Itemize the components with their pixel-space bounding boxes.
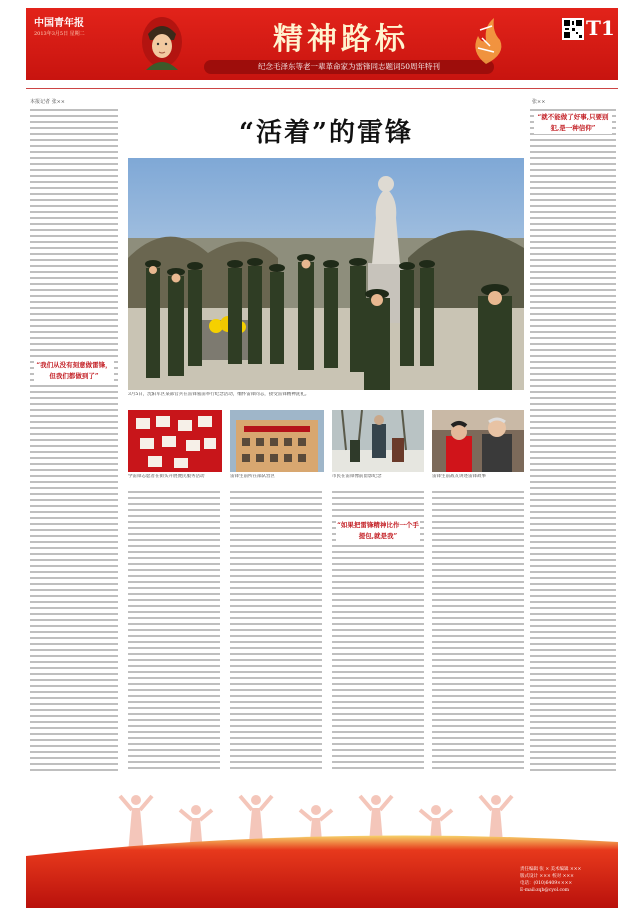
thumb-photo-4 bbox=[432, 410, 524, 472]
text-column-4b bbox=[432, 490, 524, 772]
credit-line: 责任编辑 张 × 美术编辑 ××× bbox=[520, 867, 582, 872]
thumb-caption-4: 雷锋生前战友讲述雷锋故事 bbox=[432, 474, 486, 479]
footer-credits bbox=[520, 866, 612, 894]
thumb-photo-3 bbox=[332, 410, 424, 472]
column-byline: 张×× bbox=[532, 99, 546, 105]
credit-line: 版式设计 ××× 校对 ××× bbox=[520, 874, 574, 879]
article-byline: 本报记者 张×× bbox=[30, 99, 65, 105]
subhead-1: “我们从没有刻意做雷锋，但我们都做到了” bbox=[34, 360, 114, 382]
main-photo-caption: 3月5日，沈阳军区某部官兵在雷锋墓前举行纪念活动，缅怀雷锋同志，接受雷锋精神洗礼。 bbox=[128, 392, 310, 397]
thumb-photo-1 bbox=[128, 410, 222, 472]
thumb-caption-3: 市民在雷锋像前留影纪念 bbox=[332, 474, 382, 479]
page-number: T1 bbox=[586, 16, 615, 40]
text-column-4 bbox=[332, 490, 424, 772]
credit-line: 电话：(010)6409×××× bbox=[520, 881, 573, 886]
thumb-caption-2: 雷锋生前所在部队营区 bbox=[230, 474, 275, 479]
credit-line: E-mail:zqb@cyol.com bbox=[520, 888, 570, 893]
newspaper-page bbox=[26, 8, 618, 908]
flame-calligraphy-icon bbox=[466, 16, 506, 66]
issue-date: 2013年3月5日 星期二 bbox=[34, 31, 85, 37]
banner-subtitle: 纪念毛泽东等老一辈革命家为雷锋同志题词50周年特刊 bbox=[204, 60, 494, 74]
thumb-photo-2 bbox=[230, 410, 324, 472]
text-column-1 bbox=[30, 108, 118, 772]
banner-title: 精神路标 bbox=[273, 22, 409, 57]
text-column-5 bbox=[530, 108, 616, 772]
thumb-caption-1: 学雷锋志愿者在街头开展便民服务活动 bbox=[128, 474, 205, 479]
masthead bbox=[26, 8, 618, 80]
header-divider bbox=[26, 88, 618, 89]
text-column-2 bbox=[128, 490, 220, 772]
lei-feng-portrait-icon bbox=[138, 14, 186, 70]
main-photo bbox=[128, 158, 524, 390]
subhead-2: “如果把雷锋精神比作一个手提包,就是我” bbox=[337, 521, 419, 540]
text-column-3 bbox=[230, 490, 322, 772]
article-headline: “活着”的雷锋 bbox=[239, 118, 413, 148]
newspaper-logo: 中国青年报 bbox=[34, 18, 84, 29]
subhead-3: “就不能做了好事,只要别犯,是一种信仰” bbox=[534, 112, 612, 134]
qr-code-icon bbox=[562, 18, 584, 40]
